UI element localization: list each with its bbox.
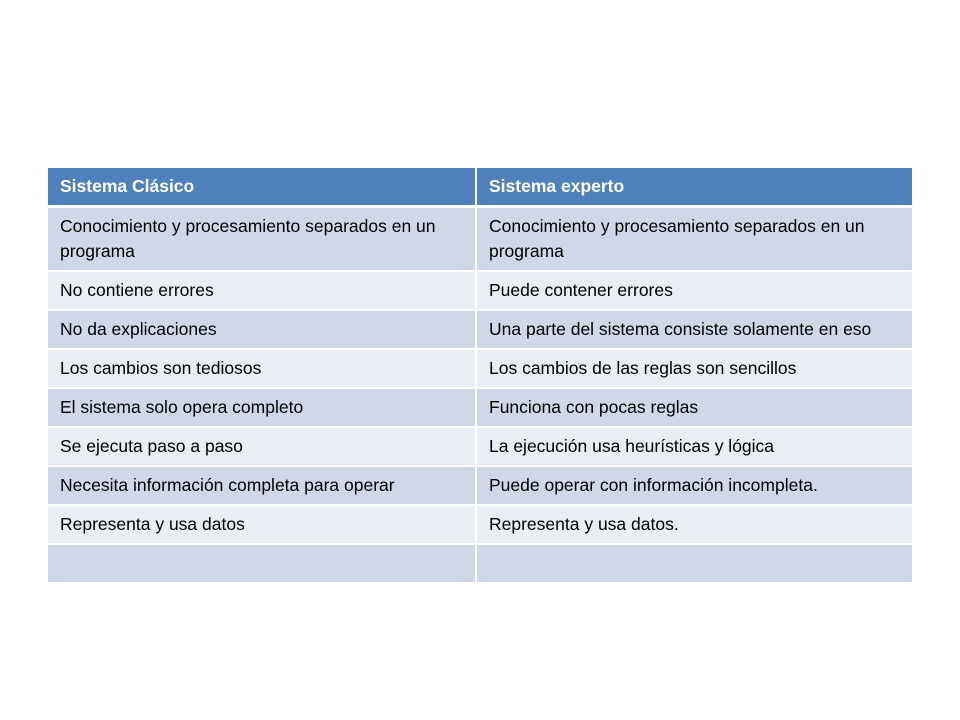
table-row [48,310,912,349]
table-row [48,207,912,272]
table-header-row [48,168,912,207]
cell-classic [48,544,476,583]
header-expert-system: Sistema experto [476,168,912,207]
cell-classic: Necesita información completa para operar [48,466,476,505]
cell-expert: La ejecución usa heurísticas y lógica [476,427,912,466]
cell-expert [476,544,912,583]
cell-classic: Representa y usa datos [48,505,476,544]
table-row [48,349,912,388]
table-row [48,271,912,310]
cell-expert: Funciona con pocas reglas [476,388,912,427]
table-row-empty [48,544,912,583]
table-row [48,427,912,466]
table-row [48,505,912,544]
cell-expert: Los cambios de las reglas son sencillos [476,349,912,388]
table-row [48,388,912,427]
cell-classic: Los cambios son tediosos [48,349,476,388]
cell-classic: No contiene errores [48,271,476,310]
cell-classic: Conocimiento y procesamiento separados en un programa [48,207,476,272]
cell-expert: Puede operar con información incompleta. [476,466,912,505]
cell-expert: Representa y usa datos. [476,505,912,544]
cell-classic: No da explicaciones [48,310,476,349]
cell-expert: Una parte del sistema consiste solamente en eso [476,310,912,349]
table-row [48,466,912,505]
cell-expert: Puede contener errores [476,271,912,310]
cell-classic: El sistema solo opera completo [48,388,476,427]
cell-classic: Se ejecuta paso a paso [48,427,476,466]
header-classic-system: Sistema Clásico [48,168,476,207]
comparison-table [48,168,912,584]
cell-expert: Conocimiento y procesamiento separados en un programa [476,207,912,272]
